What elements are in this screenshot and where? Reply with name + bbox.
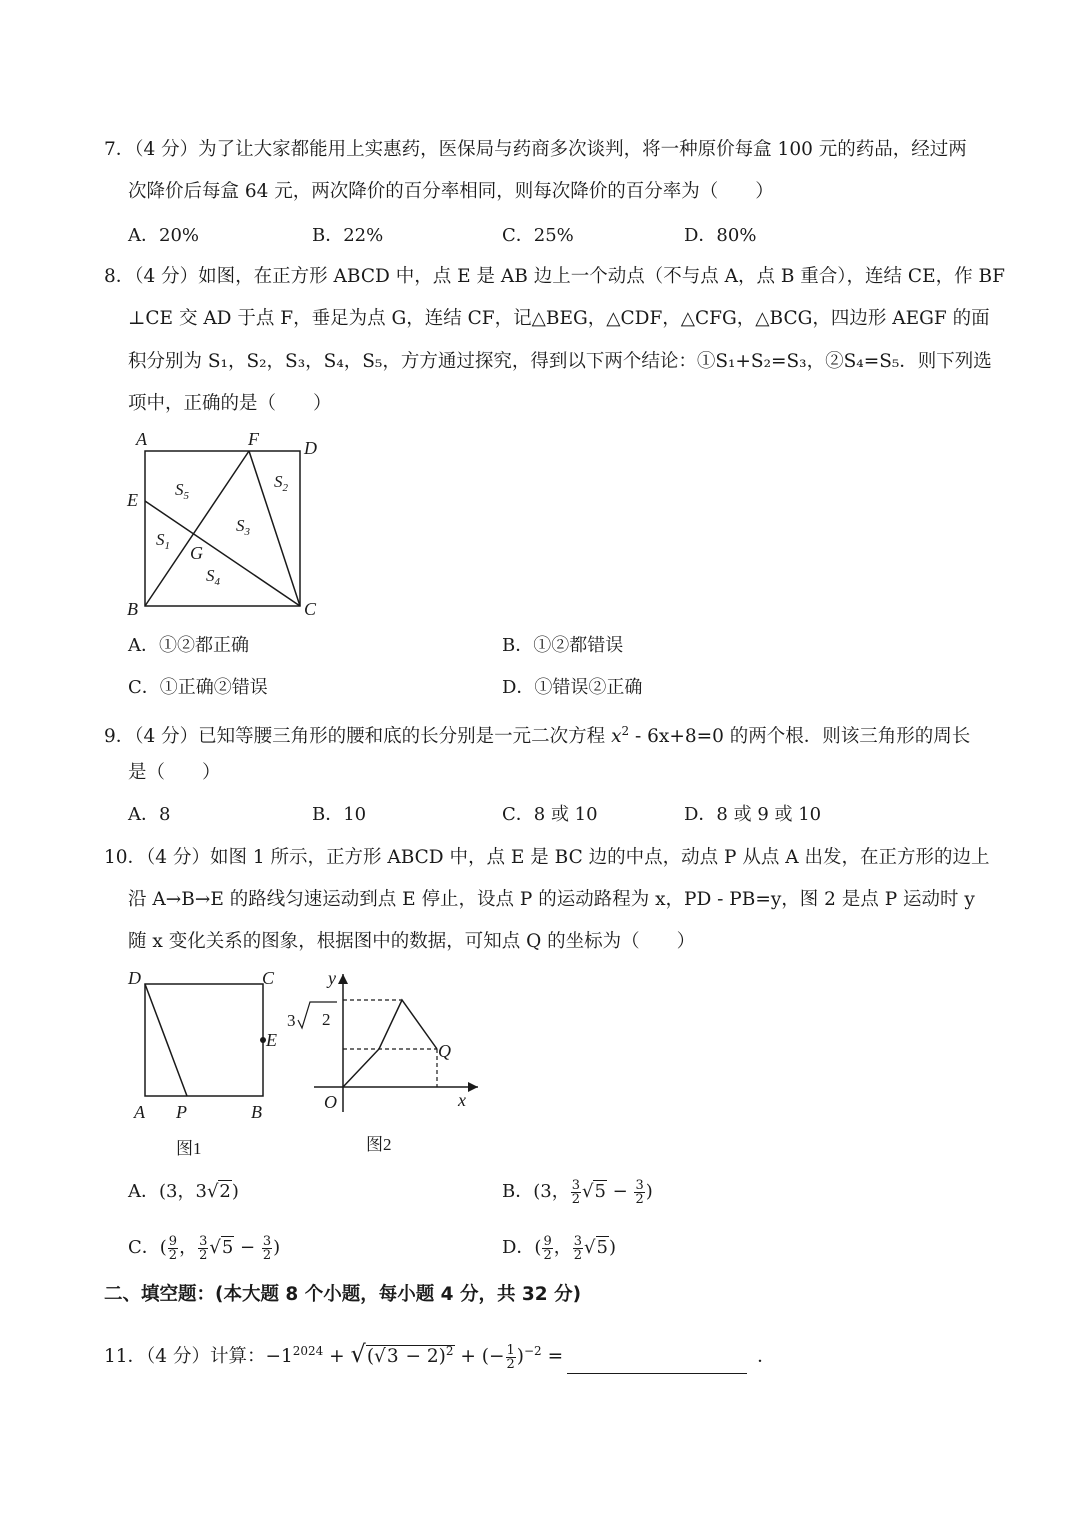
q11-text-line: 11．（4 分）计算：$-1^{2024} + √(√3 - 2)^2$ + (− $\frac{1}{2}$ )$^{-2}$ = ．: [104, 1334, 776, 1374]
label-d: D: [304, 438, 317, 458]
q8-text-line-2: ⊥CE 交 AD 于点 F，垂足为点 G，连结 CF，记△BEG，△CDF，△CFG，△BCG，四边形 AEGF 的面: [128, 308, 990, 329]
q8-option-b: B．①②都错误: [502, 635, 624, 656]
region-s5: $S_5$: [175, 480, 189, 502]
svg-text:2: 2: [322, 1010, 331, 1029]
q10-text-line-3: 随 x 变化关系的图象，根据图中的数据，可知点 Q 的坐标为（ ）: [128, 931, 696, 952]
region-s3: $S_3$: [236, 516, 250, 538]
q8-text-line-4: 项中，正确的是（ ）: [128, 393, 332, 414]
label-q: Q: [438, 1041, 451, 1061]
q8-option-a: A．①②都正确: [128, 635, 249, 656]
graph-line: [343, 1000, 437, 1087]
segment-dp: [145, 984, 187, 1096]
label-g: G: [190, 543, 203, 563]
label-c: C: [262, 968, 275, 988]
q10-option-d: D．( $\frac{9}{2}$ ， $\frac{3}{2}$ √5): [502, 1233, 616, 1263]
q8-option-d: D．①错误②正确: [502, 677, 643, 698]
q9-text-line-1: 9．（4 分）已知等腰三角形的腰和底的长分别是一元二次方程 $x^2 - 6x+8=0$ 的两个根．则该三角形的周长: [104, 724, 971, 748]
label-d: D: [128, 968, 141, 988]
section-2-heading: 二、填空题：(本大题 8 个小题，每小题 4 分，共 32 分): [104, 1284, 582, 1305]
q7-option-d: D．80%: [684, 225, 757, 246]
q7-text-line-1: 7．（4 分）为了让大家都能用上实惠药，医保局与药商多次谈判，将一种原价每盒 100 元的药品，经过两: [104, 139, 967, 160]
q9-option-c: C．8 或 10: [502, 804, 598, 825]
svg-text:3: 3: [287, 1011, 296, 1030]
q11-answer-blank: [567, 1353, 747, 1374]
q8-text-line-3: 积分别为 S₁，S₂，S₃，S₄，S₅，方方通过探究，得到以下两个结论：①S₁+S₂=S₃，②S₄=S₅．则下列选: [128, 351, 992, 372]
label-f: F: [248, 429, 259, 449]
q8-square-figure: [118, 425, 338, 625]
region-s4: $S_4$: [206, 566, 220, 588]
q7-option-a: A．20%: [128, 225, 200, 246]
x-axis-arrow: [468, 1082, 478, 1092]
q10-text-line-2: 沿 A→B→E 的路线匀速运动到点 E 停止，设点 P 的运动路程为 x，PD - PB=y，图 2 是点 P 运动时 y: [128, 889, 975, 910]
q9-option-a: A．8: [128, 804, 171, 825]
label-a: A: [134, 1102, 145, 1122]
figure-1-caption: 图1: [176, 1139, 202, 1158]
q9-text-line-2: 是（ ）: [128, 762, 221, 783]
q10-option-c: C．( $\frac{9}{2}$ ， $\frac{3}{2}$ √5 − $\frac{3}{2}$ ): [128, 1233, 281, 1263]
label-a: A: [136, 429, 147, 449]
q10-option-b: B．(3， $\frac{3}{2}$ √5 − $\frac{3}{2}$ ): [502, 1177, 653, 1207]
label-b: B: [251, 1102, 262, 1122]
region-s2: $S_2$: [274, 472, 288, 494]
label-x: x: [458, 1090, 466, 1110]
q8-text-line-1: 8．（4 分）如图，在正方形 ABCD 中，点 E 是 AB 边上一个动点（不与点 A，点 B 重合），连结 CE，作 BF: [104, 266, 1005, 287]
q10-option-a: A．(3，3√2): [128, 1181, 239, 1202]
label-e: E: [127, 490, 138, 510]
segment-ce: [145, 501, 300, 606]
label-e: E: [266, 1030, 277, 1050]
segment-bf: [145, 451, 249, 606]
label-c: C: [304, 599, 317, 619]
q10-figure-2: [282, 962, 492, 1162]
label-b: B: [127, 599, 138, 619]
q10-figure-1: [120, 962, 290, 1162]
figure-2-caption: 图2: [366, 1135, 392, 1154]
label-o: O: [324, 1092, 337, 1112]
region-s1: $S_1$: [156, 530, 170, 552]
q7-option-b: B．22%: [312, 225, 384, 246]
q10-text-line-1: 10．（4 分）如图 1 所示，正方形 ABCD 中，点 E 是 BC 边的中点，动点 P 从点 A 出发，在正方形的边上: [104, 847, 990, 868]
q9-option-d: D．8 或 9 或 10: [684, 804, 822, 825]
label-p: P: [176, 1102, 187, 1122]
y-axis-arrow: [338, 974, 348, 984]
q8-option-c: C．①正确②错误: [128, 677, 268, 698]
square-abcd: [145, 984, 263, 1096]
q9-option-b: B．10: [312, 804, 367, 825]
q7-option-c: C．25%: [502, 225, 574, 246]
q7-text-line-2: 次降价后每盒 64 元，两次降价的百分率相同，则每次降价的百分率为（ ）: [128, 181, 774, 202]
y-tick-3-sqrt-2: [287, 1002, 337, 1030]
label-y: y: [328, 968, 336, 988]
